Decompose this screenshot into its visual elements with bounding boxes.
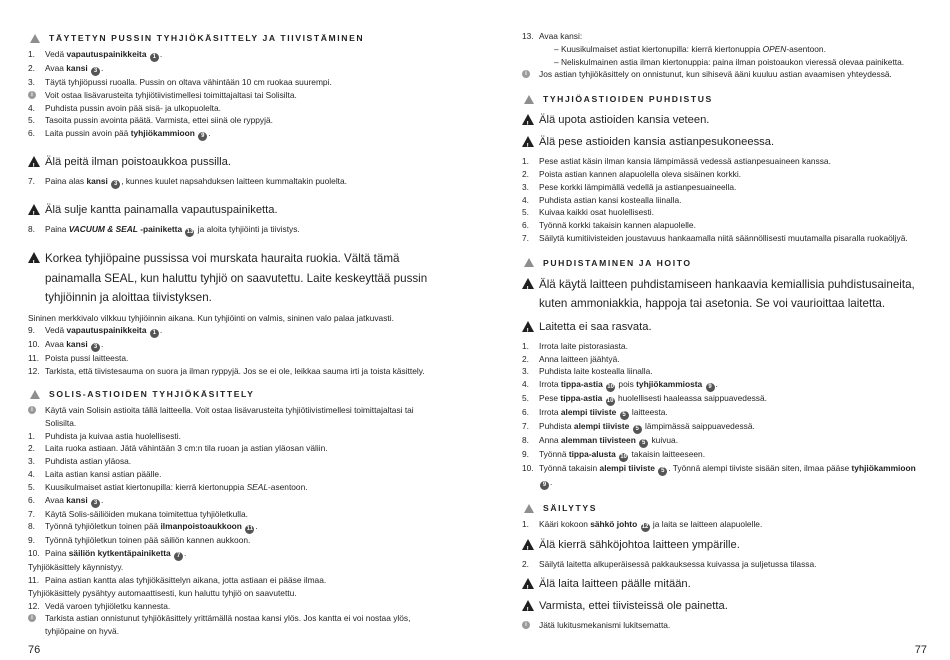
item-text: Paina VACUUM & SEAL -painiketta 13 ja aloita tyhjiöinti ja tiivistys. [45,224,300,236]
info-icon: i [522,70,530,78]
section-heading [522,91,927,107]
item-text: Vedä vapautuspainikkeita 1 . [45,325,163,337]
warning-note [522,536,927,554]
spacer [28,378,438,386]
list-number: 6. [522,220,529,231]
item-text: Työnnä takaisin alempi tiiviste 5 . Työnnä alempi tiiviste sisään siten, ilmaa pääse tyhjiökammioon 9 . [539,463,916,489]
item-text: Kuusikulmaiset astiat kiertonupilla: kierrä kiertonuppia SEAL-asentoon. [45,481,308,492]
item-text: Täytä tyhjiöpussi ruoalla. Pussin on oltava vähintään 10 cm ruokaa suurempi. [45,77,332,87]
list-item [28,600,438,613]
list-item [28,76,438,89]
list-number: 5. [522,207,529,218]
list-number: 2. [28,63,35,73]
list-item [522,219,927,232]
list-item [28,223,438,237]
list-item [28,574,438,587]
warning-icon [522,111,539,129]
item-text: Jätä lukitusmekanismi lukitsematta. [539,619,671,630]
warning-text: Varmista, ettei tiivisteissä ole painetta. [539,599,728,612]
item-text: Avaa kansi: [539,31,583,41]
list-item [28,102,438,115]
item-text: Tarkista astian onnistunut tyhjiökäsittely yrittämällä nostaa kansi ylös. Jos kantta ei voi nostaa ylös, tyhjiöpaine on hyvä. [45,613,411,637]
list-item [28,468,438,481]
list-item [28,365,438,378]
warning-text: Älä pese astioiden kansia astianpesukoneessa. [539,136,775,149]
section-triangle-icon [524,95,534,104]
list-number: 7. [522,232,529,243]
list-number: 2. [522,353,529,364]
warning-note [28,153,438,171]
list-item [522,448,927,462]
list-number: 7. [28,508,35,519]
left-page-column [28,30,438,638]
warning-icon [522,133,539,151]
list-number: 2. [522,559,529,570]
list-item [522,420,927,434]
list-number: 4. [522,194,529,205]
list-number: 8. [28,521,35,532]
warning-text: Älä kierrä sähköjohtoa laitteen ympärille. [539,539,740,552]
list-item [28,494,438,508]
item-text: Laita pussin avoin pää tyhjiökammioon 9 . [45,128,211,140]
list-item [28,534,438,547]
item-text: Pese astiat käsin ilman kansia lämpimässä vedessä astianpesuaineen kanssa. [539,156,831,167]
warning-note [522,275,927,314]
list-item [28,520,438,534]
item-text: Irrota tippa-astia 10 pois tyhjiökammiosta 9 . [539,379,718,391]
item-text: Puhdista astian kansi kostealla liinalla. [539,194,682,205]
item-text: Pese korkki lämpimällä vedellä ja astianpesuaineella. [539,181,737,192]
list-item [522,406,927,420]
item-text: Avaa kansi 3 . [45,494,104,506]
list-number: 4. [28,469,35,480]
spacer [28,189,438,197]
section-triangle-icon [30,390,40,399]
list-number: 12. [28,366,40,377]
right-page-column [522,30,927,632]
list-item [28,430,438,443]
list-item [28,48,438,62]
item-text: Vedä vapautuspainikkeita 1 . [45,49,163,60]
list-item [522,194,927,207]
warning-text: Korkea tyhjiöpaine pussissa voi murskata hauraita ruokia. Vältä tämä painamalla SEAL, kun haluttu tyhjiö on saavutettu. Laite keskeyttää pussin tyhjiöinnin ja aloittaa tiivistyksen. [45,252,428,305]
item-text: Irrota laite pistorasiasta. [539,340,628,351]
list-number: 11. [28,353,40,364]
list-number: 8. [28,224,35,235]
item-text: Irrota alempi tiiviste 5 laitteesta. [539,407,668,419]
item-text: Säilytä laitetta alkuperäisessä pakkauksessa kuivassa ja suljetussa tilassa. [539,559,817,570]
section-heading [522,500,927,516]
list-item [28,481,438,494]
list-item [28,62,438,76]
section-heading [522,255,927,271]
info-note [28,612,438,638]
section-heading-text: SOLIS-ASTIOIDEN TYHJIÖKÄSITTELY [49,389,255,400]
list-number: 12. [28,600,40,611]
info-note [522,68,927,81]
list-number: 1. [28,49,35,59]
list-number: 6. [522,407,529,418]
list-item [522,434,927,448]
list-number: 4. [28,102,35,113]
dash-item [522,43,927,56]
list-number: 4. [522,379,529,390]
item-text: Poista pussi laitteesta. [45,353,129,364]
list-number: 5. [522,393,529,404]
list-item [28,175,438,189]
list-number: 9. [522,449,529,460]
list-number: 7. [522,421,529,432]
item-text: – Kuusikulmaiset astiat kiertonupilla: kierrä kiertonuppia OPEN-asentoon. [552,43,927,56]
item-text: Avaa kansi 3 . [45,339,104,351]
list-number: 10. [522,463,534,474]
list-number: 1. [522,156,529,167]
list-item [522,181,927,194]
warning-text: Älä peitä ilman poistoaukkoa pussilla. [45,156,231,169]
list-item [522,353,927,366]
page-number-right: 77 [914,644,927,656]
item-text: Työnnä tippa-alusta 10 takaisin laitteeseen. [539,449,706,461]
list-number: 3. [28,456,35,467]
warning-text: Älä sulje kantta painamalla vapautuspainiketta. [45,204,278,217]
list-number: 7. [28,176,35,187]
section-heading-text: TÄYTETYN PUSSIN TYHJIÖKÄSITTELY JA TIIVISTÄMINEN [49,33,365,43]
list-number: 8. [522,435,529,446]
section-triangle-icon [524,258,534,267]
item-text: Säilytä kumitiivisteiden joustavuus hankaamalla niitä säännöllisesti muutamalla pisaralla ruokaöljyä. [539,232,908,243]
item-text: Työnnä tyhjiöletkun toinen pää ilmanpoistoaukkoon 11 . [45,521,258,533]
item-text: Työnnä korkki takaisin kannen alapuolelle. [539,220,696,231]
item-text: – Neliskulmainen astia ilman kiertonuppia: paina ilman poistoaukon vieressä olevaa painiketta. [552,56,927,69]
spacer [522,245,927,255]
item-text: Anna alemman tiivisteen 5 kuivua. [539,435,679,447]
list-item [522,378,927,392]
item-text: Puhdista astian yläosa. [45,456,132,467]
list-item [522,462,927,490]
warning-icon [522,275,539,314]
list-item [28,508,438,521]
section-triangle-icon [524,504,534,513]
info-icon: i [522,621,530,629]
list-item [28,324,438,338]
list-item [28,455,438,468]
info-note [28,89,438,102]
section-heading-text: SÄILYTYS [543,503,598,514]
list-item [522,365,927,378]
list-item [522,518,927,532]
item-text: Kuivaa kaikki osat huolellisesti. [539,207,654,218]
list-number: 2. [28,443,35,454]
item-text: Laita ruoka astiaan. Jätä vähintään 3 cm:n tila ruoan ja astian yläosan väliin. [45,443,328,454]
section-heading-text: TYHJIÖASTIOIDEN PUHDISTUS [543,94,713,105]
info-icon: i [28,614,36,622]
list-number: 3. [28,77,35,87]
warning-icon [28,201,45,219]
list-number: 6. [28,128,35,139]
paragraph [28,587,438,600]
warning-note [522,597,927,615]
list-item [522,168,927,181]
list-item [522,155,927,168]
item-text: Kääri kokoon sähkö johto 12 ja laita se laitteen alapuolelle. [539,519,763,531]
list-item [522,232,927,245]
item-text: Poista astian kannen alapuolella oleva sisäinen korkki. [539,168,742,179]
item-text: Puhdista laite kostealla liinalla. [539,366,653,377]
list-number: 13. [522,31,534,41]
list-number: 10. [28,548,40,559]
page-number-left: 76 [28,644,41,656]
item-text: Tasoita pussin avointa päätä. Varmista, ettei siinä ole ryppyjä. [45,115,273,126]
warning-note [522,133,927,151]
item-text: Paina säiliön kytkentäpainiketta 7 . [45,548,187,560]
warning-text: Älä käytä laitteen puhdistamiseen hankaavia kemiallisia puhdistusaineita, kuten ammoniakkia, happoja tai asetonia. Se voi vaurioittaa laitetta. [539,277,915,311]
section-heading-text: PUHDISTAMINEN JA HOITO [543,257,692,268]
item-text: Tarkista, että tiivistesauma on suora ja ilman ryppyjä. Jos se ei ole, leikkaa sauma irti ja toista käsittely. [45,366,425,377]
info-note [28,404,438,430]
item-text: Laita astian kansi astian päälle. [45,469,162,480]
item-text: Tyhjiökäsittely pysähtyy automaattisesti, kun haluttu tyhjiö on saavutettu. [28,587,297,598]
list-item [28,547,438,561]
spacer [28,237,438,245]
warning-note [28,201,438,219]
list-item [28,127,438,141]
item-text: Käytä Solis-säiliöiden mukana toimitettua tyhjiöletkulla. [45,508,248,519]
list-number: 1. [28,430,35,441]
list-number: 6. [28,494,35,505]
item-text: Vedä varoen tyhjiöletku kannesta. [45,600,171,611]
item-text: Jos astian tyhjiökäsittely on onnistunut, kun sihisevä ääni kuuluu astian avaamisen yhteydessä. [539,69,892,80]
list-number: 10. [28,339,40,350]
item-text: Voit ostaa lisävarusteita tyhjiötiivistimellesi toimittajaltasi tai Solisilta. [45,89,297,100]
item-text: Anna laitteen jäähtyä. [539,353,620,364]
dash-item [522,56,927,69]
section-heading [28,30,438,46]
list-item [28,114,438,127]
list-item [522,392,927,406]
warning-icon [522,318,539,336]
spacer [28,141,438,149]
item-text: Paina alas kansi 3 , kunnes kuulet napsahduksen laitteen kummaltakin puolelta. [45,176,347,188]
warning-note [522,575,927,593]
list-item [522,30,927,43]
warning-text: Älä laita laitteen päälle mitään. [539,577,691,590]
section-triangle-icon [30,34,40,43]
list-number: 3. [522,366,529,377]
spacer [522,81,927,91]
list-number: 1. [522,519,529,530]
item-text: Puhdista alempi tiiviste 5 lämpimässä saippuavedessä. [539,421,755,433]
spacer [522,490,927,500]
list-item [28,338,438,352]
item-text: Pese tippa-astia 10 huolellisesti haaleassa saippuavedessä. [539,393,767,405]
paragraph [28,561,438,574]
list-number: 5. [28,115,35,126]
list-number: 2. [522,168,529,179]
list-item [522,206,927,219]
list-number: 1. [522,340,529,351]
info-icon: i [28,91,36,99]
list-number: 9. [28,535,35,546]
item-text: Puhdista ja kuivaa astia huolellisesti. [45,430,181,441]
item-text: Sininen merkkivalo vilkkuu tyhjiöinnin aikana. Kun tyhjiöinti on valmis, sininen valo palaa jatkuvasti. [28,312,394,323]
item-text: Tyhjiökäsittely käynnistyy. [28,562,124,573]
warning-text: Älä upota astioiden kansia veteen. [539,114,710,127]
list-item [522,340,927,353]
warning-icon [522,536,539,554]
warning-text: Laitetta ei saa rasvata. [539,320,652,333]
paragraph [28,312,438,325]
warning-icon [522,597,539,615]
item-text: Puhdista pussin avoin pää sisä- ja ulkopuolelta. [45,102,221,113]
warning-icon [28,249,45,308]
list-item [28,442,438,455]
info-icon: i [28,406,36,414]
list-number: 5. [28,481,35,492]
item-text: Työnnä tyhjiöletkun toinen pää säiliön kannen aukkoon. [45,535,251,546]
list-number: 3. [522,181,529,192]
warning-note [522,111,927,129]
item-text: Paina astian kantta alas tyhjiökäsittelyn aikana, jotta astiaan ei pääse ilmaa. [45,575,327,586]
list-item [28,352,438,365]
list-item [522,558,927,571]
item-text: Avaa kansi 3 . [45,63,104,74]
section-heading [28,386,438,402]
warning-icon [28,153,45,171]
info-note [522,619,927,632]
warning-icon [522,575,539,593]
warning-note [28,249,438,308]
item-text: Käytä vain Solisin astioita tällä laitteella. Voit ostaa lisävarusteita tyhjiötiivistimellesi toimittajaltasi tai Solisilta. [45,405,414,428]
warning-note [522,318,927,336]
list-number: 11. [28,575,40,586]
list-number: 9. [28,325,35,336]
